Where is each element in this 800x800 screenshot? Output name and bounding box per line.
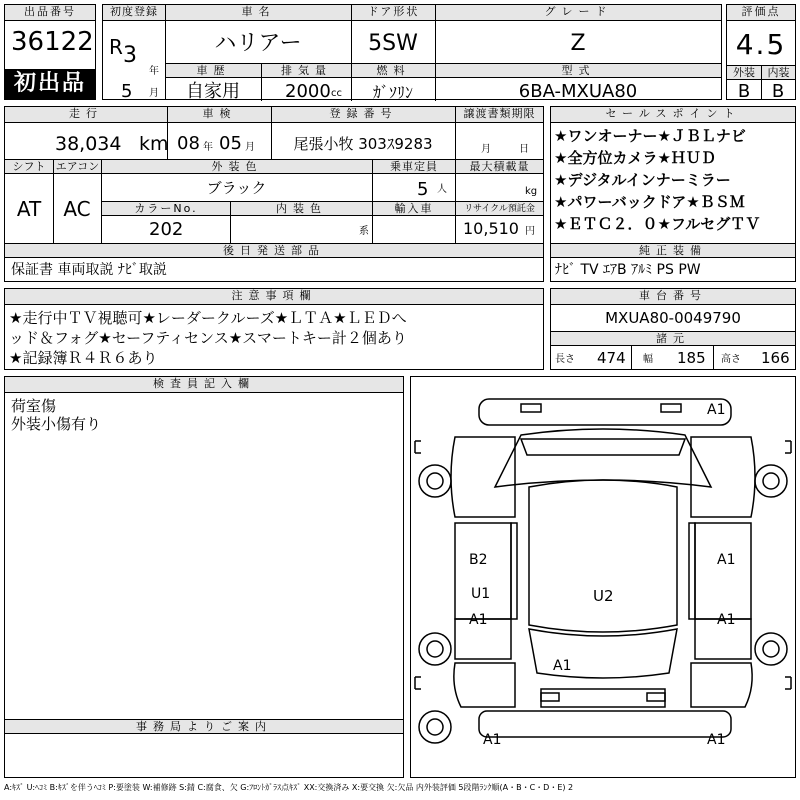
front-lamp-right: [661, 404, 681, 412]
right-front-wheel: [755, 465, 787, 497]
inspection-year-unit: 年: [203, 142, 213, 153]
door-type: 5SW: [368, 31, 418, 56]
roof: [529, 480, 677, 632]
damage-mark: U2: [593, 587, 614, 605]
legend: A:ｷｽﾞ U:ﾍｺﾐ B:ｷｽﾞを伴うﾍｺﾐ P:要塗装 W:補修跡 S:錆 C:腐食、欠 G:ﾌﾛﾝﾄｶﾞﾗｽ点ｷｽﾞ XX:交換済み X:要交換 欠:欠品 内外装評価 5段階ﾗﾝｸ順(A・B・C・D・E) 2: [4, 783, 574, 792]
history-label: 車歴: [166, 64, 261, 78]
left-front-door: [455, 523, 511, 619]
int-label: 内装: [762, 66, 795, 80]
left-front-wheel: [419, 465, 451, 497]
first-reg-year: 3: [123, 43, 137, 68]
inspection-month: 05: [219, 133, 242, 154]
inspection-month-unit: 月: [245, 142, 255, 153]
transfer-label: 譲渡書類期限: [455, 107, 543, 123]
first-reg-month: 5: [121, 81, 133, 102]
caution-line: ★記録簿Ｒ４Ｒ６あり: [9, 349, 158, 367]
shift: AT: [16, 197, 42, 221]
left-front-fender: [451, 437, 515, 517]
transfer-month-unit: 月: [481, 144, 491, 155]
damage-mark: A1: [553, 658, 572, 674]
displacement-unit: cc: [331, 88, 342, 99]
exterior-color: ブラック: [206, 179, 267, 197]
color-number-label: カラーNo.: [102, 202, 230, 216]
length: 474: [597, 349, 626, 367]
capacity: 5: [417, 179, 429, 200]
mileage: 38,034: [55, 133, 122, 155]
sales-point-line: ★パワーバックドア★ＢＳＭ: [554, 193, 745, 211]
first-reg-era: R: [109, 35, 123, 59]
hood: [495, 429, 711, 487]
width-label: 幅: [643, 354, 653, 365]
transfer-day-unit: 日: [519, 144, 529, 155]
tailgate: [479, 711, 731, 737]
car-name-label: 車名: [165, 5, 351, 21]
door-label: ドア形状: [351, 5, 435, 21]
lot-number-label: 出品番号: [5, 5, 95, 21]
score-label: 評価点: [727, 5, 795, 21]
plate-number: 尾張小牧 303ｽ9283: [293, 135, 433, 153]
first-reg-month-unit: 月: [149, 88, 159, 99]
fuel-label: 燃料: [352, 64, 435, 78]
mileage-unit: km: [139, 133, 169, 155]
model-code: 6BA-MXUA80: [518, 81, 638, 102]
first-reg-label: 初度登録: [103, 5, 165, 21]
grade: Z: [570, 31, 586, 56]
lot-number-box: [4, 4, 96, 100]
inspection-year: 08: [177, 133, 200, 154]
first-listing-badge: 初出品: [5, 69, 95, 99]
chassis-label: 車台番号: [551, 289, 795, 305]
office-label: 事務局よりご案内: [5, 720, 403, 734]
height: 166: [761, 349, 790, 367]
recycle-label: リサイクル預託金: [456, 202, 543, 216]
score-box: [726, 4, 796, 100]
ac-label: エアコン: [55, 160, 100, 173]
inspection-label: 車検: [167, 107, 271, 123]
damage-mark: B2: [469, 552, 488, 568]
right-front-fender: [691, 437, 755, 517]
sales-point-line: ★全方位カメラ★ＨＵＤ: [554, 149, 716, 167]
interior-color-label: 内装色: [231, 202, 372, 216]
equipment-value: ﾅﾋﾞ TV ｴｱB ｱﾙﾐ PS PW: [555, 262, 701, 278]
damage-mark: A1: [717, 552, 736, 568]
recycle-unit: 円: [525, 226, 535, 237]
inspector-line: 外装小傷有り: [11, 415, 102, 433]
score: 4.5: [735, 28, 787, 61]
spare-wheel: [419, 711, 451, 743]
int-score: B: [771, 81, 785, 102]
import-label: 輸入車: [373, 202, 455, 216]
parts-label: 後日発送部品: [5, 244, 543, 258]
damage-mark: A1: [469, 612, 488, 628]
cautions-label: 注意事項欄: [5, 289, 543, 305]
height-label: 高さ: [721, 354, 741, 365]
parts-value: 保証書 車両取説 ﾅﾋﾞ取説: [11, 262, 167, 278]
front-lamp-left: [521, 404, 541, 412]
interior-color-unit: 系: [359, 226, 369, 237]
vehicle-info-box: [102, 4, 722, 100]
capacity-unit: 人: [437, 184, 447, 195]
cautions-box: [4, 288, 544, 370]
caution-line: ッド＆フォグ★セーフティセンス★スマートキー計２個あり: [9, 329, 407, 347]
car-name: ハリアー: [214, 31, 302, 56]
right-rear-wheel: [755, 633, 787, 665]
front-bumper: [479, 399, 731, 425]
displacement-label: 排気量: [262, 64, 351, 78]
left-rear-wheel: [419, 633, 451, 665]
max-load-unit: kg: [525, 186, 538, 197]
chassis-number: MXUA80-0049790: [605, 309, 741, 327]
sales-point-line: ★デジタルインナーミラー: [554, 171, 731, 189]
sales-point-line: ★ワンオーナー★ＪＢＬナビ: [554, 127, 746, 145]
capacity-label: 乗車定員: [373, 160, 455, 174]
right-front-door: [695, 523, 751, 619]
inspector-line: 荷室傷: [11, 397, 57, 415]
plate-label: 登録番号: [271, 107, 455, 123]
ext-label: 外装: [727, 66, 761, 80]
chassis-box: [550, 288, 796, 370]
model-label: 型式: [436, 64, 721, 78]
length-label: 長さ: [555, 354, 575, 365]
sales-points-box: [550, 106, 796, 282]
history: 自家用: [186, 81, 240, 102]
grade-label: グレード: [435, 5, 721, 21]
car-outline: [411, 377, 795, 777]
air-conditioner: AC: [63, 197, 91, 221]
color-number: 202: [149, 219, 184, 240]
sales-point-line: ★ＥＴＣ２．０★フルセグＴＶ: [554, 215, 761, 233]
inspector-box: [4, 376, 404, 778]
sales-points-label: セールスポイント: [551, 107, 795, 123]
exterior-color-label: 外装色: [102, 160, 372, 174]
lot-number: 36122: [11, 27, 94, 57]
width: 185: [677, 349, 706, 367]
first-reg-year-unit: 年: [149, 66, 159, 77]
max-load-label: 最大積載量: [456, 160, 543, 174]
shift-label: シフト: [5, 160, 53, 174]
fuel: ｶﾞｿﾘﾝ: [372, 83, 413, 102]
damage-mark: A1: [707, 402, 726, 418]
caution-line: ★走行中ＴＶ視聴可★レーダークルーズ★ＬＴＡ★ＬＥＤへ: [9, 309, 407, 327]
damage-mark: A1: [483, 732, 502, 748]
damage-mark: A1: [717, 612, 736, 628]
dimensions-label: 諸元: [551, 332, 795, 346]
equipment-label: 純正装備: [551, 244, 795, 258]
rear-window: [529, 629, 677, 678]
recycle-fee: 10,510: [463, 219, 519, 238]
damage-diagram: [410, 376, 796, 778]
details-box: [4, 106, 544, 282]
mileage-label: 走行: [5, 107, 167, 123]
inspector-label: 検査員記入欄: [5, 377, 403, 393]
displacement: 2000: [285, 81, 331, 102]
ext-score: B: [737, 81, 751, 102]
damage-mark: U1: [471, 586, 491, 602]
damage-mark: A1: [707, 732, 726, 748]
